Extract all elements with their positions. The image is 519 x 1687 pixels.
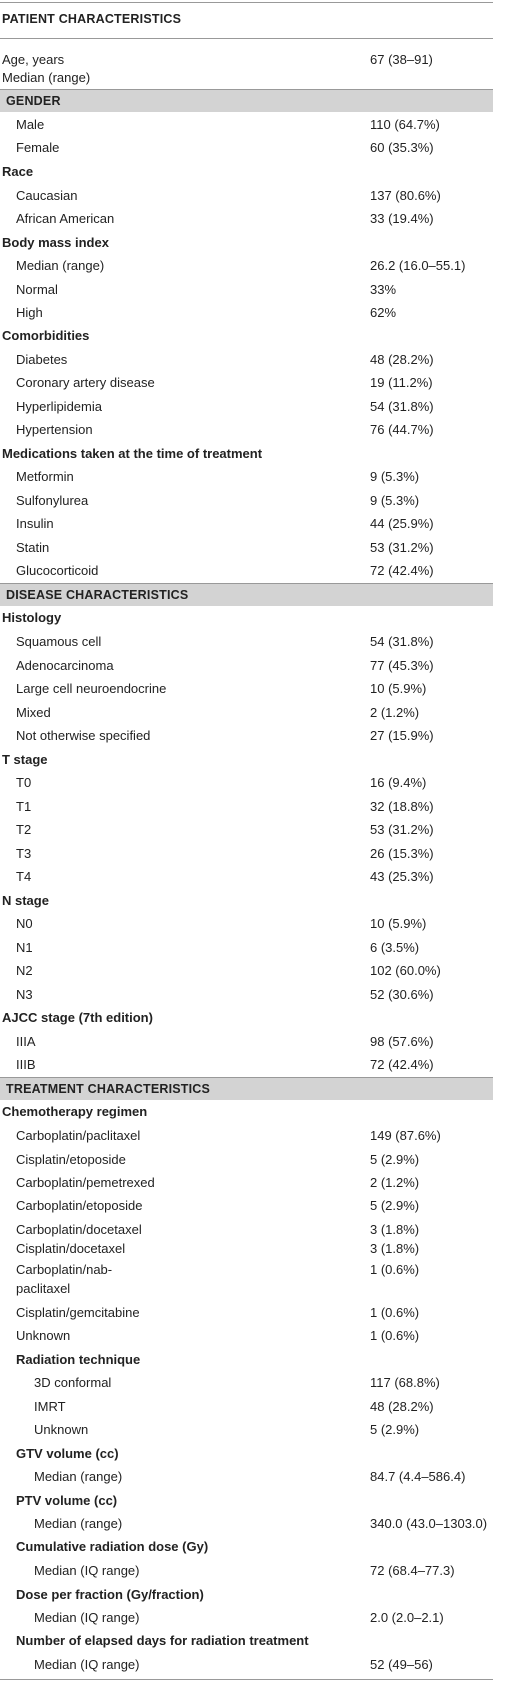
section-rule <box>0 89 493 90</box>
row-label: Median (range) <box>34 1469 123 1484</box>
row-value: 33 (19.4%) <box>370 211 434 226</box>
row-value: 117 (68.8%) <box>370 1375 440 1390</box>
row-label: Squamous cell <box>16 634 102 649</box>
row-label: Median (IQ range) <box>34 1657 140 1672</box>
row-label: Chemotherapy regimen <box>2 1104 148 1119</box>
section-rule <box>0 1077 493 1078</box>
section-rule <box>0 583 493 584</box>
row-label: Caucasian <box>16 188 78 203</box>
top-rule <box>0 2 493 3</box>
row-label: Glucocorticoid <box>16 563 99 578</box>
row-label: Histology <box>2 610 62 625</box>
row-label: Unknown <box>16 1328 71 1343</box>
row-label: Carboplatin/pemetrexed <box>16 1175 155 1190</box>
row-label: High <box>16 305 43 320</box>
row-value: 84.7 (4.4–586.4) <box>370 1469 466 1484</box>
row-value: 52 (49–56) <box>370 1657 433 1672</box>
row-label: PTV volume (cc) <box>16 1493 118 1508</box>
row-value: 10 (5.9%) <box>370 916 427 931</box>
row-label: Adenocarcinoma <box>16 658 114 673</box>
row-value: 33% <box>370 282 397 297</box>
row-value: 2 (1.2%) <box>370 1175 420 1190</box>
row-label: Median (range) <box>2 70 91 85</box>
row-label: N3 <box>16 987 33 1002</box>
row-value: 98 (57.6%) <box>370 1034 434 1049</box>
row-label: Cisplatin/etoposide <box>16 1152 126 1167</box>
row-label: AJCC stage (7th edition) <box>2 1010 153 1025</box>
row-label: Hypertension <box>16 422 93 437</box>
row-value: 2.0 (2.0–2.1) <box>370 1610 444 1625</box>
section-header-bar <box>0 90 493 112</box>
row-label: Median (IQ range) <box>34 1610 140 1625</box>
row-label: N2 <box>16 963 33 978</box>
table-title-text: PATIENT CHARACTERISTICS <box>2 12 182 26</box>
row-value: 76 (44.7%) <box>370 422 434 437</box>
row-label: Cumulative radiation dose (Gy) <box>16 1539 209 1554</box>
row-value: 110 (64.7%) <box>370 117 440 132</box>
row-label: T2 <box>16 822 32 837</box>
row-value: 16 (9.4%) <box>370 775 427 790</box>
bottom-rule <box>0 1679 493 1680</box>
row-value: 5 (2.9%) <box>370 1198 420 1213</box>
row-value: 62% <box>370 305 397 320</box>
row-value: 9 (5.3%) <box>370 469 420 484</box>
row-label: N stage <box>2 893 49 908</box>
row-value: 9 (5.3%) <box>370 493 420 508</box>
row-label: Median (range) <box>16 258 105 273</box>
row-label: Carboplatin/nab- <box>16 1262 113 1277</box>
row-value: 26 (15.3%) <box>370 846 434 861</box>
row-label: Mixed <box>16 705 51 720</box>
row-value: 43 (25.3%) <box>370 869 434 884</box>
row-value: 1 (0.6%) <box>370 1328 420 1343</box>
row-label: Not otherwise specified <box>16 728 151 743</box>
row-label: Female <box>16 140 60 155</box>
row-value: 54 (31.8%) <box>370 634 434 649</box>
row-label: paclitaxel <box>16 1281 71 1296</box>
row-label: Age, years <box>2 52 65 67</box>
row-label: Cisplatin/gemcitabine <box>16 1305 140 1320</box>
row-label: IMRT <box>34 1399 66 1414</box>
row-label: Coronary artery disease <box>16 375 155 390</box>
row-label: TREATMENT CHARACTERISTICS <box>6 1082 211 1096</box>
row-label: Diabetes <box>16 352 68 367</box>
row-label: T1 <box>16 799 32 814</box>
row-label: T stage <box>2 752 48 767</box>
row-label: African American <box>16 211 115 226</box>
row-label: Median (range) <box>34 1516 123 1531</box>
row-value: 54 (31.8%) <box>370 399 434 414</box>
title-rule <box>0 38 493 39</box>
row-value: 1 (0.6%) <box>370 1305 420 1320</box>
row-value: 48 (28.2%) <box>370 352 434 367</box>
row-label: Median (IQ range) <box>34 1563 140 1578</box>
row-label: T3 <box>16 846 32 861</box>
row-label: Radiation technique <box>16 1352 141 1367</box>
row-label: Carboplatin/paclitaxel <box>16 1128 141 1143</box>
row-label: Dose per fraction (Gy/fraction) <box>16 1587 204 1602</box>
row-value: 48 (28.2%) <box>370 1399 434 1414</box>
row-value: 32 (18.8%) <box>370 799 434 814</box>
row-label: Male <box>16 117 45 132</box>
row-label: DISEASE CHARACTERISTICS <box>6 588 189 602</box>
row-label: Metformin <box>16 469 74 484</box>
row-label: Insulin <box>16 516 54 531</box>
row-label: Hyperlipidemia <box>16 399 102 414</box>
row-label: Statin <box>16 540 50 555</box>
row-label: Comorbidities <box>2 328 90 343</box>
row-value: 53 (31.2%) <box>370 822 434 837</box>
row-label: Race <box>2 164 34 179</box>
row-value: 340.0 (43.0–1303.0) <box>370 1516 488 1531</box>
row-value: 72 (68.4–77.3) <box>370 1563 455 1578</box>
row-label: Number of elapsed days for radiation treatment <box>16 1633 309 1648</box>
row-value: 3 (1.8%) <box>370 1241 420 1256</box>
row-value: 10 (5.9%) <box>370 681 427 696</box>
row-value: 52 (30.6%) <box>370 987 434 1002</box>
row-value: 77 (45.3%) <box>370 658 434 673</box>
row-value: 67 (38–91) <box>370 52 433 67</box>
row-value: 44 (25.9%) <box>370 516 434 531</box>
row-value: 72 (42.4%) <box>370 563 434 578</box>
row-value: 26.2 (16.0–55.1) <box>370 258 466 273</box>
row-value: 27 (15.9%) <box>370 728 434 743</box>
row-label: Carboplatin/docetaxel <box>16 1222 142 1237</box>
row-value: 2 (1.2%) <box>370 705 420 720</box>
row-label: Cisplatin/docetaxel <box>16 1241 126 1256</box>
row-value: 5 (2.9%) <box>370 1152 420 1167</box>
row-label: N1 <box>16 940 33 955</box>
row-label: Body mass index <box>2 235 109 250</box>
row-label: T0 <box>16 775 32 790</box>
row-label: Large cell neuroendocrine <box>16 681 167 696</box>
row-label: Unknown <box>34 1422 89 1437</box>
row-label: Medications taken at the time of treatment <box>2 446 263 461</box>
row-value: 60 (35.3%) <box>370 140 434 155</box>
row-value: 53 (31.2%) <box>370 540 434 555</box>
row-value: 6 (3.5%) <box>370 940 420 955</box>
row-value: 149 (87.6%) <box>370 1128 441 1143</box>
row-label: 3D conformal <box>34 1375 112 1390</box>
row-value: 5 (2.9%) <box>370 1422 420 1437</box>
row-value: 3 (1.8%) <box>370 1222 420 1237</box>
row-value: 137 (80.6%) <box>370 188 441 203</box>
row-value: 1 (0.6%) <box>370 1262 420 1277</box>
row-label: Sulfonylurea <box>16 493 89 508</box>
row-label: Carboplatin/etoposide <box>16 1198 143 1213</box>
row-label: GENDER <box>6 94 61 108</box>
row-label: GTV volume (cc) <box>16 1446 119 1461</box>
row-label: N0 <box>16 916 33 931</box>
row-label: IIIB <box>16 1057 36 1072</box>
row-label: Normal <box>16 282 58 297</box>
row-value: 19 (11.2%) <box>370 375 433 390</box>
row-value: 72 (42.4%) <box>370 1057 434 1072</box>
row-value: 102 (60.0%) <box>370 963 441 978</box>
row-label: IIIA <box>16 1034 36 1049</box>
row-label: T4 <box>16 869 32 884</box>
